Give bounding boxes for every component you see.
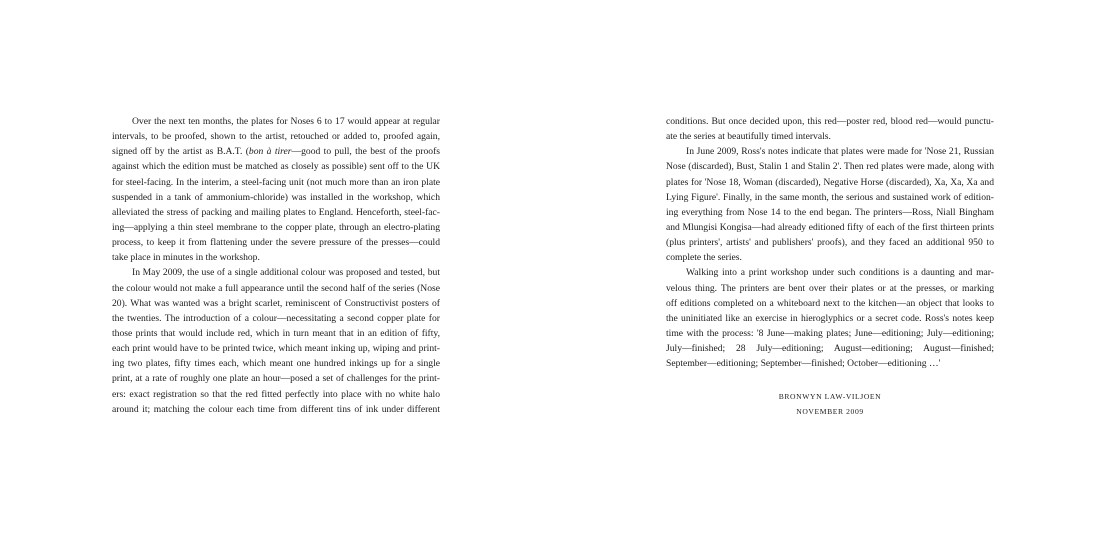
right-page-text xyxy=(666,114,994,371)
text-line: Walking into a print workshop under such conditions is a daunting and mar- xyxy=(686,267,994,279)
text-line: the twenties. The introduction of a colour—necessitating a second copper plate for xyxy=(112,312,440,324)
signature-date: NOVEMBER 2009 xyxy=(796,407,864,416)
text-line: print, at a rate of roughly one plate an hour—posed a set of challenges for the print- xyxy=(112,373,440,385)
text-line: velous thing. The printers are bent over their plates or at the presses, or marking xyxy=(666,282,994,294)
text-line: ing two plates, fifty times each, which meant one hundred inkings up for a single xyxy=(112,358,440,370)
text-line: ing everything from Nose 14 to the end began. The printers—Ross, Niall Bingham xyxy=(666,206,994,218)
text-line: alleviated the stress of packing and mailing plates to England. Henceforth, steel-fac- xyxy=(112,206,440,218)
text-line: intervals, to be proofed, shown to the artist, retouched or added to, proofed again, xyxy=(112,131,440,143)
text-line: each print would have to be printed twice, which meant inking up, wiping and print- xyxy=(112,343,440,355)
text-line: complete the series. xyxy=(666,252,742,264)
text-line: conditions. But once decided upon, this red—poster red, blood red—would punctu- xyxy=(666,116,994,127)
text-line: ing—applying a thin steel membrane to the copper plate, through an electro-plating xyxy=(112,221,440,233)
text-line: take place in minutes in the workshop. xyxy=(112,252,260,264)
text-line: 20). What was wanted was a bright scarlet, reminiscent of Constructivist posters of xyxy=(112,297,440,309)
text-line: the uninitiated like an exercise in hieroglyphics or a secret code. Ross's notes keep xyxy=(666,312,994,324)
text-line: September—editioning; September—finished; October—editioning …' xyxy=(666,358,941,370)
text-line: ers: exact registration so that the red fitted perfectly into place with no white halo xyxy=(112,388,440,400)
text-line: those prints that would include red, which in turn meant that in an edition of fifty, xyxy=(112,327,440,339)
text-line: In June 2009, Ross's notes indicate that plates were made for 'Nose 21, Russian xyxy=(686,146,994,158)
signature-block xyxy=(666,389,994,419)
text-line: Lying Figure'. Finally, in the same month, the serious and sustained work of edition- xyxy=(666,191,994,203)
text-line: suspended in a tank of ammonium-chloride) was installed in the workshop, which xyxy=(112,191,440,203)
author-name: BRONWYN LAW-VILJOEN xyxy=(778,392,882,401)
text-line: July—finished; 28 July—editioning; August—editioning; August—finished; xyxy=(666,343,994,355)
text-line: around it; matching the colour each time from different tins of ink under different xyxy=(112,403,440,415)
text-line: against which the edition must be matched as closely as possible) sent off to the UK xyxy=(112,161,440,173)
text-line: Nose (discarded), Bust, Stalin 1 and Stalin 2'. Then red plates were made, along with xyxy=(666,161,994,173)
text-line: Over the next ten months, the plates for Noses 6 to 17 would appear at regular xyxy=(132,116,440,127)
text-line: off editions completed on a whiteboard next to the kitchen—an object that looks to xyxy=(666,297,994,309)
text-line: (plus printers', artists' and publishers' proofs), and they faced an additional 950 to xyxy=(666,237,994,249)
text-line: In May 2009, the use of a single additional colour was proposed and tested, but xyxy=(132,267,440,279)
text-line: and Mlungisi Kongisa—had already editioned fifty of each of the first thirteen prints xyxy=(666,221,994,233)
text-line: the colour would not make a full appearance until the second half of the series (Nose xyxy=(112,282,440,294)
text-line: for steel-facing. In the interim, a steel-facing unit (not much more than an iron plate xyxy=(112,176,440,188)
text-line: process, to keep it from flattening under the severe pressure of the presses—could xyxy=(112,237,440,249)
text-line: plates for 'Nose 18, Woman (discarded), Negative Horse (discarded), Xa, Xa, Xa and xyxy=(666,176,994,188)
text-line: signed off by the artist as B.A.T. (bon à tirer—good to pull, the best of the proofs xyxy=(112,146,440,158)
left-page-text xyxy=(112,114,440,417)
text-line: ate the series at beautifully timed intervals. xyxy=(666,131,831,143)
text-line: time with the process: '8 June—making plates; June—editioning; July—editioning; xyxy=(666,327,994,339)
